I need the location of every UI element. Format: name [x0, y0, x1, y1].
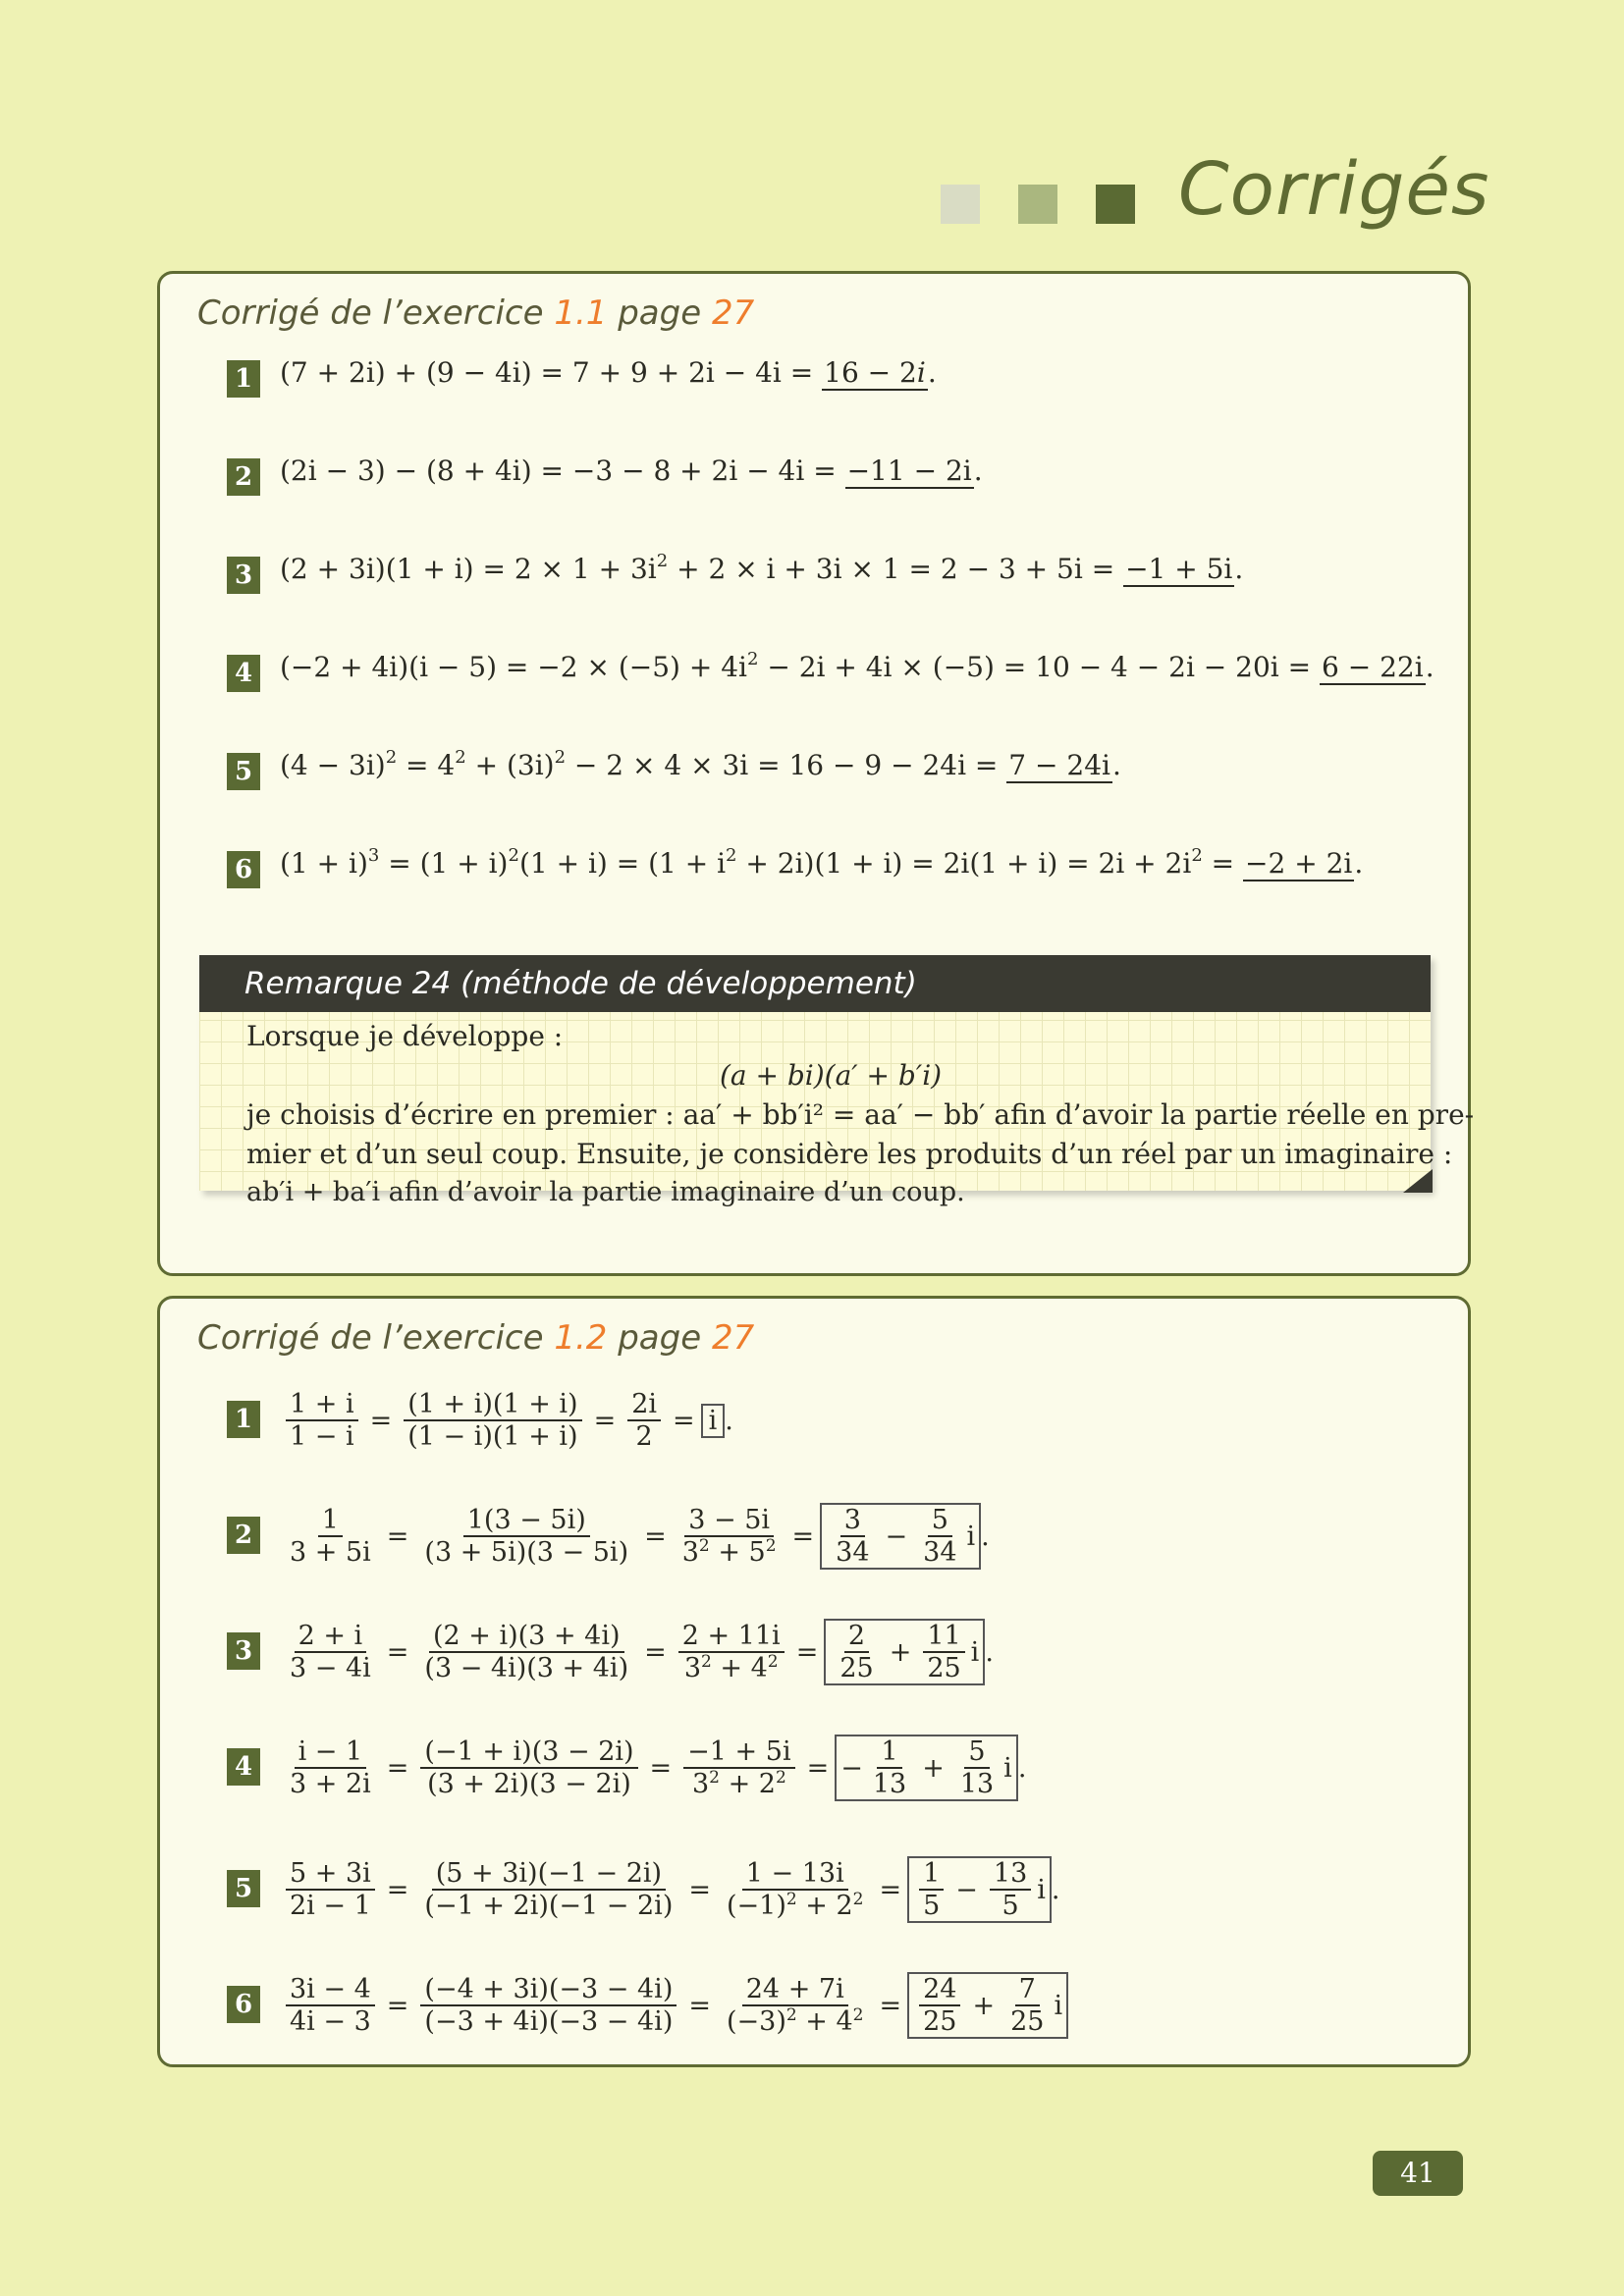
- formula: $\frac{3i - 4}{4i - 3}$ = $\frac{(-4 + 3i)(-3 - 4i)}{(-3 + 4i)(-3 - 4i)}$ = $\frac{24 + 7i}{(-3)^2 + 4^2}$ = $\frac{24}{25}$ + $\frac{7}{25}$ i: [280, 1956, 1068, 2055]
- title-prefix: Corrigé de l’exercice: [197, 294, 544, 333]
- item-number: 3: [227, 557, 260, 594]
- page-ref: 27: [711, 1318, 755, 1358]
- item-number: 1: [227, 360, 260, 398]
- formula: (2i − 3) − (8 + 4i) = −3 − 8 + 2i − 4i = −11 − 2i.: [280, 454, 983, 487]
- item-number: 5: [227, 753, 260, 790]
- box-title: [197, 294, 754, 333]
- item-number: 1: [227, 1401, 260, 1438]
- page-ref: 27: [711, 294, 755, 333]
- remark-line: ab′i + ba′i afin d’avoir la partie imaginaire d’un coup.: [246, 1177, 965, 1207]
- page-number: 41: [1373, 2151, 1463, 2196]
- formula: $\frac{i - 1}{3 + 2i}$ = $\frac{(-1 + i)(3 - 2i)}{(3 + 2i)(3 - 2i)}$ = $\frac{-1 + 5i}{3^2 + 2^2}$ = − $\frac{1}{13}$ + $\frac{5}{13}$ i .: [280, 1719, 1026, 1817]
- page-label: page: [618, 1318, 702, 1358]
- formula: $\frac{1 + i}{1 - i}$ = $\frac{(1 + i)(1 + i)}{(1 - i)(1 + i)}$ = $\frac{2i}{2}$ = i .: [280, 1371, 733, 1469]
- remark-box: [199, 955, 1475, 1207]
- remark-line: je choisis d’écrire en premier : aa′ + bb′i² = aa′ − bb′ afin d’avoir la partie réelle en pre-: [246, 1098, 1475, 1131]
- formula: (7 + 2i) + (9 − 4i) = 7 + 9 + 2i − 4i = 16 − 2i.: [280, 356, 937, 389]
- remark-line: Lorsque je développe :: [246, 1020, 564, 1052]
- title-prefix: Corrigé de l’exercice: [197, 1318, 544, 1358]
- remark-line: mier et d’un seul coup. Ensuite, je considère les produits d’un réel par un imaginaire :: [246, 1138, 1453, 1170]
- item-number: 3: [227, 1632, 260, 1670]
- item-number: 6: [227, 1986, 260, 2023]
- formula: $\frac{2 + i}{3 - 4i}$ = $\frac{(2 + i)(3 + 4i)}{(3 - 4i)(3 + 4i)}$ = $\frac{2 + 11i}{3^2 + 4^2}$ = $\frac{2}{25}$ + $\frac{11}{25}$ i .: [280, 1603, 994, 1701]
- exercise-1-2-box: [157, 1296, 1471, 2067]
- page-title: Corrigés: [1178, 147, 1490, 232]
- item-number: 4: [227, 655, 260, 692]
- page-label: page: [618, 294, 702, 333]
- exercise-number: 1.1: [554, 294, 608, 333]
- exercise-1-1-box: [157, 271, 1475, 1276]
- formula: $(-2 + 4i)(i - 5) = -2 \times (-5) + 4i^2 - 2i + 4i \times (-5) = 10 - 4 - 2i - 20i = 6 - 22i$.: [280, 649, 1435, 683]
- header-square-mid: [1018, 185, 1057, 224]
- formula: $(2 + 3i)(1 + i) = 2 \times 1 + 3i^2 + 2 \times i + 3i \times 1 = 2 - 3 + 5i = -1 + 5i$.: [280, 551, 1244, 585]
- header-square-light: [941, 185, 980, 224]
- box-title: [197, 1318, 754, 1358]
- remark-title: Remarque 24 (méthode de développement): [199, 955, 1431, 1012]
- item-number: 2: [227, 458, 260, 496]
- formula: $\frac{5 + 3i}{2i - 1}$ = $\frac{(5 + 3i)(-1 - 2i)}{(-1 + 2i)(-1 - 2i)}$ = $\frac{1 - 13i}{(-1)^2 + 2^2}$ = $\frac{1}{5}$ − $\frac{13}{5}$ i .: [280, 1841, 1060, 1939]
- formula: $\frac{1}{3 + 5i}$ = $\frac{1(3 - 5i)}{(3 + 5i)(3 - 5i)}$ = $\frac{3 - 5i}{3^2 + 5^2}$ = $\frac{3}{34}$ − $\frac{5}{34}$ i .: [280, 1487, 990, 1585]
- item-number: 5: [227, 1870, 260, 1907]
- item-number: 4: [227, 1748, 260, 1786]
- item-number: 6: [227, 851, 260, 888]
- formula: $(1 + i)^3 = (1 + i)^2(1 + i) = (1 + i^2 + 2i)(1 + i) = 2i(1 + i) = 2i + 2i^2 = -2 + 2i$.: [280, 845, 1364, 880]
- exercise-number: 1.2: [554, 1318, 608, 1358]
- item-number: 2: [227, 1517, 260, 1554]
- formula: $(4 - 3i)^2 = 4^2 + (3i)^2 - 2 \times 4 \times 3i = 16 - 9 - 24i = 7 - 24i$.: [280, 747, 1121, 781]
- header-square-dark: [1096, 185, 1135, 224]
- page-fold-corner: [1403, 1169, 1433, 1193]
- remark-formula: (a + bi)(a′ + b′i): [720, 1059, 943, 1092]
